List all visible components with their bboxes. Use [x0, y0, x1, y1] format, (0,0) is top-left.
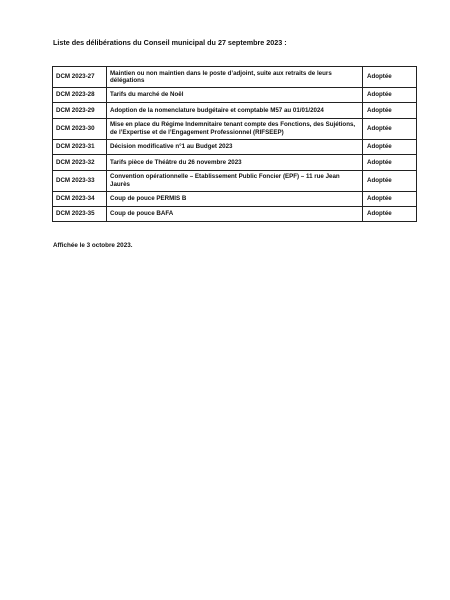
table-row: [53, 155, 417, 170]
deliberation-number: DCM 2023-35: [53, 206, 107, 221]
deliberation-number: DCM 2023-29: [53, 103, 107, 118]
deliberation-result: Adoptée: [363, 88, 417, 103]
deliberation-result: Adoptée: [363, 155, 417, 170]
document-title: Liste des délibérations du Conseil municipal du 27 septembre 2023 :: [53, 38, 287, 47]
deliberation-number: DCM 2023-31: [53, 139, 107, 154]
table-row: [53, 170, 417, 191]
deliberation-result: Adoptée: [363, 139, 417, 154]
table-row: [53, 88, 417, 103]
deliberation-result: Adoptée: [363, 118, 417, 139]
deliberation-number: DCM 2023-28: [53, 88, 107, 103]
deliberation-number: DCM 2023-27: [53, 67, 107, 88]
deliberation-subject: Tarifs du marché de Noël: [107, 88, 363, 103]
table-row: [53, 67, 417, 88]
deliberation-result: Adoptée: [363, 191, 417, 206]
deliberation-number: DCM 2023-32: [53, 155, 107, 170]
deliberation-subject: Décision modificative n°1 au Budget 2023: [107, 139, 363, 154]
deliberations-table: [52, 66, 417, 222]
deliberation-number: DCM 2023-33: [53, 170, 107, 191]
deliberation-result: Adoptée: [363, 206, 417, 221]
deliberation-subject: Mise en place du Régime Indemnitaire tenant compte des Fonctions, des Sujétions, de l’Expertise et de l’Engagement Professionnel (RIFSEEP): [107, 118, 363, 139]
deliberation-subject: Tarifs pièce de Théâtre du 26 novembre 2023: [107, 155, 363, 170]
deliberation-subject: Coup de pouce BAFA: [107, 206, 363, 221]
deliberation-subject: Adoption de la nomenclature budgétaire et comptable M57 au 01/01/2024: [107, 103, 363, 118]
deliberation-number: DCM 2023-30: [53, 118, 107, 139]
posting-date-note: Affichée le 3 octobre 2023.: [53, 242, 133, 249]
deliberation-result: Adoptée: [363, 103, 417, 118]
table-row: [53, 139, 417, 154]
table-row: [53, 191, 417, 206]
table-row: [53, 103, 417, 118]
deliberation-result: Adoptée: [363, 67, 417, 88]
deliberation-subject: Maintien ou non maintien dans le poste d’adjoint, suite aux retraits de leurs délégations: [107, 67, 363, 88]
deliberation-number: DCM 2023-34: [53, 191, 107, 206]
deliberation-subject: Coup de pouce PERMIS B: [107, 191, 363, 206]
table-row: [53, 206, 417, 221]
deliberation-result: Adoptée: [363, 170, 417, 191]
table-row: [53, 118, 417, 139]
deliberation-subject: Convention opérationnelle – Etablissement Public Foncier (EPF) – 11 rue Jean Jaurès: [107, 170, 363, 191]
